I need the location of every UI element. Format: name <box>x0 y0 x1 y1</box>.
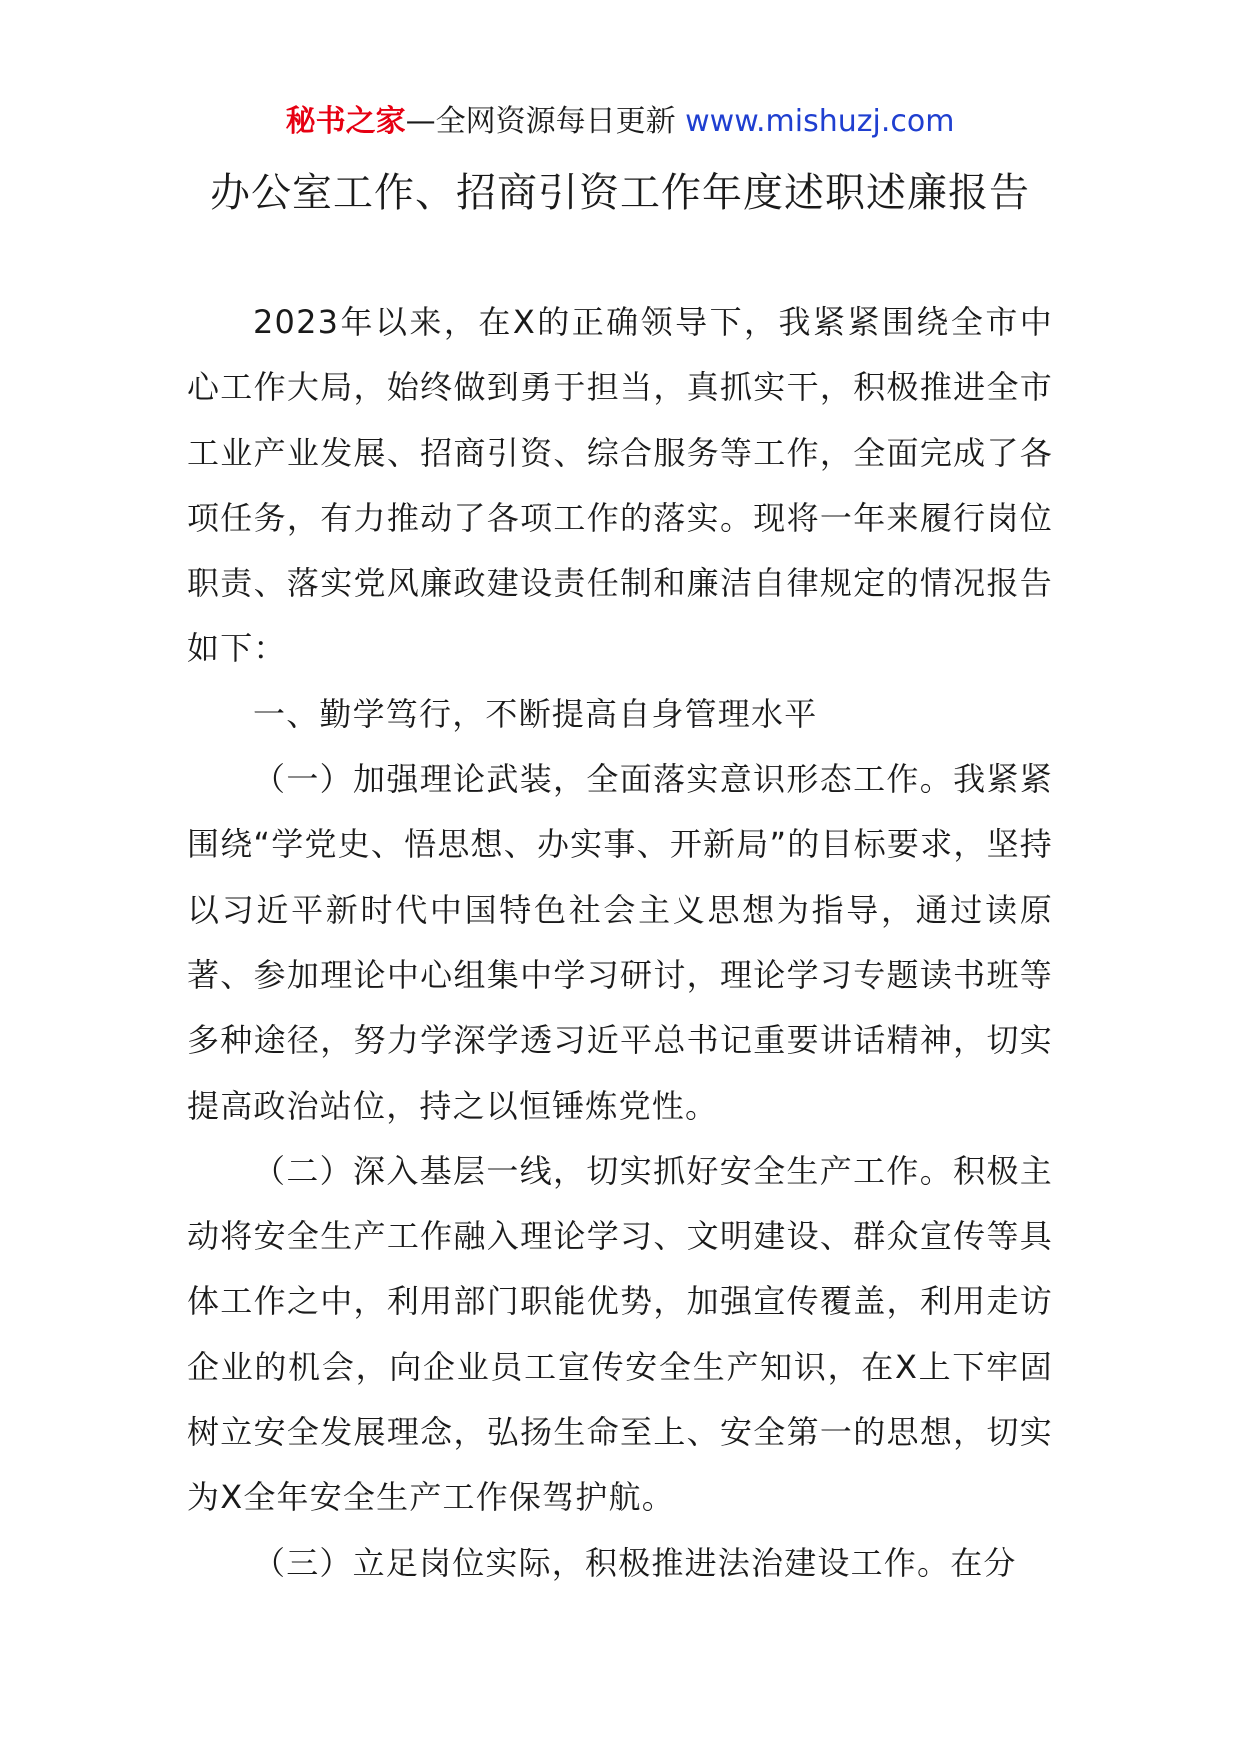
paragraph-item-1: （一）加强理论武装，全面落实意识形态工作。我紧紧围绕“学党史、悟思想、办实事、开新局”的目标要求，坚持以习近平新时代中国特色社会主义思想为指导，通过读原著、参加理论中心组集中学习研讨，理论学习专题读书班等多种途径，努力学深学透习近平总书记重要讲话精神，切实提高政治站位，持之以恒锤炼党性。 <box>187 760 1053 1125</box>
paragraph-item-2: （二）深入基层一线，切实抓好安全生产工作。积极主动将安全生产工作融入理论学习、文明建设、群众宣传等具体工作之中，利用部门职能优势，加强宣传覆盖，利用走访企业的机会，向企业员工宣传安全生产知识，在X上下牢固树立安全发展理念，弘扬生命至上、安全第一的思想，切实为X全年安全生产工作保驾护航。 <box>187 1151 1053 1517</box>
header-tagline: —全网资源每日更新 <box>405 104 676 139</box>
document-title: 办公室工作、招商引资工作年度述职述廉报告 <box>210 170 1030 216</box>
section-heading-1: 一、勤学笃行，不断提高自身管理水平 <box>253 694 818 733</box>
paragraph-item-3: （三）立足岗位实际，积极推进法治建设工作。在分 <box>253 1543 1017 1582</box>
site-header <box>0 102 1240 142</box>
site-url-link[interactable]: www.mishuzj.com <box>685 104 955 139</box>
document-body <box>187 290 1053 1596</box>
paragraph-intro: 2023年以来，在X的正确领导下，我紧紧围绕全市中心工作大局，始终做到勇于担当，真抓实干，积极推进全市工业产业发展、招商引资、综合服务等工作，全面完成了各项任务，有力推动了各项工作的落实。现将一年来履行岗位职责、落实党风廉政建设责任制和廉洁自律规定的情况报告如下： <box>187 303 1053 668</box>
brand-name: 秘书之家 <box>285 104 406 139</box>
